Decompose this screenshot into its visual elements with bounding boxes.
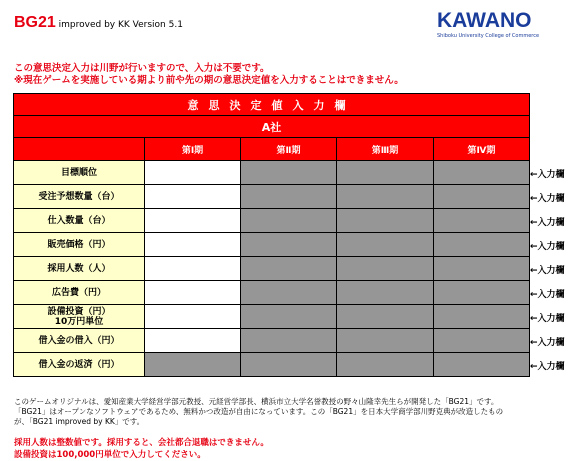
input-cell[interactable] xyxy=(144,160,241,185)
row-label: 設備投資（円） 10万円単位 xyxy=(13,304,145,329)
locked-cell xyxy=(240,184,337,209)
footer-line-3: が、「BG21 improved by KK」です。 xyxy=(14,417,145,426)
app-name: BG21 xyxy=(14,14,56,31)
locked-cell xyxy=(433,184,530,209)
locked-cell xyxy=(336,280,434,305)
input-cell[interactable] xyxy=(144,304,241,329)
input-field-arrow: ←入力欄 xyxy=(530,362,565,372)
table-title: 意思決定値入力欄 xyxy=(13,93,530,116)
input-field-arrow: ←入力欄 xyxy=(530,266,565,276)
input-field-arrow: ←入力欄 xyxy=(530,314,565,324)
logo-subtitle: Shiboku University College of Commerce xyxy=(437,33,540,39)
row-label: 借入金の借入（円） xyxy=(13,328,145,353)
row-label: 販売価格（円） xyxy=(13,232,145,257)
footer-line-1: このゲームオリジナルは、愛知産業大学経営学部元教授、元経営学部長、横浜市立大学名誉教授の野々山隆幸先生らが開発した「BG21」です。 xyxy=(14,397,499,406)
period-header-1: 第Ⅰ期 xyxy=(144,137,241,161)
locked-cell xyxy=(240,304,337,329)
locked-cell xyxy=(336,304,434,329)
notice-no-input: この意思決定入力は川野が行いますので、入力は不要です。 xyxy=(14,63,270,74)
row-label: 受注予想数量（台） xyxy=(13,184,145,209)
locked-cell xyxy=(433,232,530,257)
locked-cell xyxy=(240,160,337,185)
locked-cell xyxy=(144,352,241,377)
locked-cell xyxy=(433,208,530,233)
period-header-3: 第Ⅲ期 xyxy=(336,137,434,161)
period-header-2: 第Ⅱ期 xyxy=(240,137,337,161)
version-text: improved by KK Version 5.1 xyxy=(55,20,183,30)
logo-word: KAWANO xyxy=(437,9,532,32)
footer-note-investment: 設備投資は100,000円単位で入力してください。 xyxy=(14,450,206,460)
locked-cell xyxy=(433,256,530,281)
input-field-arrow: ←入力欄 xyxy=(530,290,565,300)
input-field-arrow: ←入力欄 xyxy=(530,170,565,180)
locked-cell xyxy=(240,328,337,353)
footer-note-hiring: 採用人数は整数値です。採用すると、会社都合退職はできません。 xyxy=(14,438,269,448)
locked-cell xyxy=(336,160,434,185)
locked-cell xyxy=(433,160,530,185)
locked-cell xyxy=(336,352,434,377)
locked-cell xyxy=(336,232,434,257)
row-label: 仕入数量（台） xyxy=(13,208,145,233)
row-label: 広告費（円） xyxy=(13,280,145,305)
input-cell[interactable] xyxy=(144,184,241,209)
locked-cell xyxy=(336,328,434,353)
locked-cell xyxy=(433,328,530,353)
kawano-logo xyxy=(437,9,540,50)
input-cell[interactable] xyxy=(144,328,241,353)
locked-cell xyxy=(433,352,530,377)
row-label: 借入金の返済（円） xyxy=(13,352,145,377)
input-cell[interactable] xyxy=(144,232,241,257)
input-field-arrow: ←入力欄 xyxy=(530,338,565,348)
input-cell[interactable] xyxy=(144,280,241,305)
locked-cell xyxy=(240,208,337,233)
locked-cell xyxy=(240,352,337,377)
locked-cell xyxy=(336,208,434,233)
app-title xyxy=(14,14,183,32)
input-field-arrow: ←入力欄 xyxy=(530,218,565,228)
locked-cell xyxy=(240,280,337,305)
locked-cell xyxy=(433,280,530,305)
notice-period-restriction: ※現在ゲームを実施している期より前や先の期の意思決定値を入力することはできません。 xyxy=(14,75,404,86)
input-field-arrow: ←入力欄 xyxy=(530,242,565,252)
locked-cell xyxy=(240,232,337,257)
locked-cell xyxy=(336,256,434,281)
input-field-arrow: ←入力欄 xyxy=(530,194,565,204)
row-label: 採用人数（人） xyxy=(13,256,145,281)
row-label: 目標順位 xyxy=(13,160,145,185)
company-header: A社 xyxy=(13,115,530,138)
period-header-4: 第Ⅳ期 xyxy=(433,137,530,161)
locked-cell xyxy=(240,256,337,281)
locked-cell xyxy=(433,304,530,329)
locked-cell xyxy=(336,184,434,209)
decision-input-table xyxy=(13,93,530,377)
input-cell[interactable] xyxy=(144,208,241,233)
corner-cell xyxy=(13,137,145,161)
footer-line-2: 「BG21」はオープンなソフトウェアであるため、無料かつ改造が自由になっています。この「BG21」を日本大学商学部川野克典が改造したもの xyxy=(14,407,504,416)
input-cell[interactable] xyxy=(144,256,241,281)
